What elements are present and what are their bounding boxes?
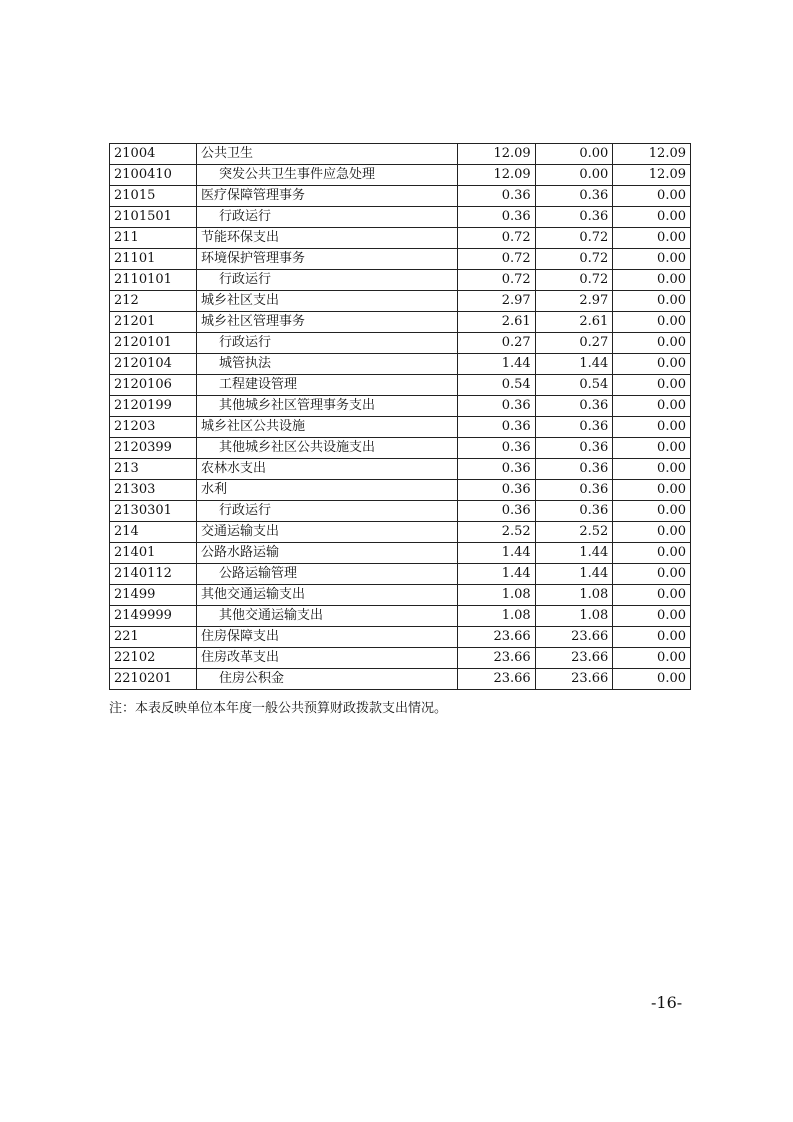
table-row xyxy=(110,186,691,207)
code-cell: 21201 xyxy=(110,312,197,333)
project-cell: 0.00 xyxy=(613,396,691,417)
code-cell: 221 xyxy=(110,627,197,648)
basic-cell: 0.36 xyxy=(535,186,613,207)
project-cell: 12.09 xyxy=(613,144,691,165)
project-cell: 0.00 xyxy=(613,585,691,606)
code-cell: 21401 xyxy=(110,543,197,564)
table-row xyxy=(110,585,691,606)
table-row xyxy=(110,543,691,564)
code-cell: 21004 xyxy=(110,144,197,165)
name-cell: 水利 xyxy=(197,480,458,501)
table-row xyxy=(110,312,691,333)
basic-cell: 23.66 xyxy=(535,669,613,690)
code-cell: 21101 xyxy=(110,249,197,270)
name-cell: 行政运行 xyxy=(197,270,458,291)
basic-cell: 23.66 xyxy=(535,648,613,669)
table-row xyxy=(110,375,691,396)
project-cell: 0.00 xyxy=(613,270,691,291)
basic-cell: 0.54 xyxy=(535,375,613,396)
project-cell: 0.00 xyxy=(613,501,691,522)
basic-cell: 0.72 xyxy=(535,270,613,291)
table-row xyxy=(110,396,691,417)
table-row xyxy=(110,165,691,186)
basic-cell: 0.00 xyxy=(535,144,613,165)
table-row xyxy=(110,606,691,627)
name-cell: 公路运输管理 xyxy=(197,564,458,585)
basic-cell: 1.44 xyxy=(535,354,613,375)
basic-cell: 0.72 xyxy=(535,249,613,270)
basic-cell: 0.36 xyxy=(535,501,613,522)
basic-cell: 0.36 xyxy=(535,480,613,501)
total-cell: 1.08 xyxy=(458,585,536,606)
code-cell: 2120199 xyxy=(110,396,197,417)
project-cell: 0.00 xyxy=(613,669,691,690)
code-cell: 2100410 xyxy=(110,165,197,186)
code-cell: 2140112 xyxy=(110,564,197,585)
code-cell: 21015 xyxy=(110,186,197,207)
code-cell: 2149999 xyxy=(110,606,197,627)
code-cell: 2130301 xyxy=(110,501,197,522)
total-cell: 2.97 xyxy=(458,291,536,312)
code-cell: 2101501 xyxy=(110,207,197,228)
name-cell: 行政运行 xyxy=(197,333,458,354)
project-cell: 0.00 xyxy=(613,522,691,543)
project-cell: 0.00 xyxy=(613,648,691,669)
basic-cell: 0.00 xyxy=(535,165,613,186)
name-cell: 城乡社区公共设施 xyxy=(197,417,458,438)
table-row xyxy=(110,648,691,669)
table-body xyxy=(110,144,691,690)
project-cell: 0.00 xyxy=(613,312,691,333)
table-row xyxy=(110,438,691,459)
code-cell: 21303 xyxy=(110,480,197,501)
project-cell: 0.00 xyxy=(613,543,691,564)
name-cell: 城管执法 xyxy=(197,354,458,375)
basic-cell: 0.36 xyxy=(535,207,613,228)
code-cell: 2120106 xyxy=(110,375,197,396)
name-cell: 工程建设管理 xyxy=(197,375,458,396)
code-cell: 213 xyxy=(110,459,197,480)
basic-cell: 2.61 xyxy=(535,312,613,333)
name-cell: 医疗保障管理事务 xyxy=(197,186,458,207)
code-cell: 2120104 xyxy=(110,354,197,375)
name-cell: 行政运行 xyxy=(197,501,458,522)
basic-cell: 1.08 xyxy=(535,585,613,606)
project-cell: 0.00 xyxy=(613,459,691,480)
total-cell: 0.27 xyxy=(458,333,536,354)
project-cell: 0.00 xyxy=(613,438,691,459)
name-cell: 公路水路运输 xyxy=(197,543,458,564)
basic-cell: 0.36 xyxy=(535,396,613,417)
project-cell: 0.00 xyxy=(613,375,691,396)
total-cell: 12.09 xyxy=(458,165,536,186)
total-cell: 23.66 xyxy=(458,648,536,669)
name-cell: 交通运输支出 xyxy=(197,522,458,543)
table-row xyxy=(110,207,691,228)
total-cell: 1.08 xyxy=(458,606,536,627)
total-cell: 0.36 xyxy=(458,459,536,480)
name-cell: 其他城乡社区管理事务支出 xyxy=(197,396,458,417)
code-cell: 22102 xyxy=(110,648,197,669)
name-cell: 突发公共卫生事件应急处理 xyxy=(197,165,458,186)
table-row xyxy=(110,333,691,354)
table-note: 注：本表反映单位本年度一般公共预算财政拨款支出情况。 xyxy=(109,701,448,716)
basic-cell: 0.72 xyxy=(535,228,613,249)
project-cell: 0.00 xyxy=(613,417,691,438)
total-cell: 0.54 xyxy=(458,375,536,396)
table-row xyxy=(110,354,691,375)
budget-table xyxy=(109,143,691,690)
basic-cell: 23.66 xyxy=(535,627,613,648)
total-cell: 0.72 xyxy=(458,270,536,291)
basic-cell: 2.97 xyxy=(535,291,613,312)
code-cell: 2120399 xyxy=(110,438,197,459)
project-cell: 0.00 xyxy=(613,207,691,228)
name-cell: 公共卫生 xyxy=(197,144,458,165)
name-cell: 环境保护管理事务 xyxy=(197,249,458,270)
name-cell: 其他交通运输支出 xyxy=(197,606,458,627)
total-cell: 0.72 xyxy=(458,228,536,249)
total-cell: 0.36 xyxy=(458,438,536,459)
code-cell: 214 xyxy=(110,522,197,543)
project-cell: 0.00 xyxy=(613,606,691,627)
total-cell: 23.66 xyxy=(458,627,536,648)
code-cell: 211 xyxy=(110,228,197,249)
total-cell: 0.36 xyxy=(458,186,536,207)
total-cell: 2.52 xyxy=(458,522,536,543)
table-row xyxy=(110,249,691,270)
total-cell: 0.36 xyxy=(458,207,536,228)
basic-cell: 0.36 xyxy=(535,459,613,480)
name-cell: 行政运行 xyxy=(197,207,458,228)
total-cell: 2.61 xyxy=(458,312,536,333)
code-cell: 21499 xyxy=(110,585,197,606)
project-cell: 0.00 xyxy=(613,627,691,648)
total-cell: 0.36 xyxy=(458,396,536,417)
total-cell: 0.36 xyxy=(458,480,536,501)
basic-cell: 0.36 xyxy=(535,438,613,459)
name-cell: 住房改革支出 xyxy=(197,648,458,669)
table-row xyxy=(110,669,691,690)
table-row xyxy=(110,417,691,438)
name-cell: 城乡社区管理事务 xyxy=(197,312,458,333)
code-cell: 2110101 xyxy=(110,270,197,291)
basic-cell: 1.44 xyxy=(535,543,613,564)
page-number: -16- xyxy=(651,993,683,1012)
name-cell: 其他交通运输支出 xyxy=(197,585,458,606)
table-row xyxy=(110,480,691,501)
project-cell: 0.00 xyxy=(613,564,691,585)
table-row xyxy=(110,522,691,543)
project-cell: 0.00 xyxy=(613,249,691,270)
table-row xyxy=(110,459,691,480)
basic-cell: 1.44 xyxy=(535,564,613,585)
code-cell: 212 xyxy=(110,291,197,312)
basic-cell: 0.36 xyxy=(535,417,613,438)
total-cell: 1.44 xyxy=(458,543,536,564)
total-cell: 12.09 xyxy=(458,144,536,165)
name-cell: 住房保障支出 xyxy=(197,627,458,648)
total-cell: 0.72 xyxy=(458,249,536,270)
table-row xyxy=(110,291,691,312)
basic-cell: 0.27 xyxy=(535,333,613,354)
total-cell: 0.36 xyxy=(458,501,536,522)
table-row xyxy=(110,627,691,648)
name-cell: 农林水支出 xyxy=(197,459,458,480)
table-row xyxy=(110,270,691,291)
basic-cell: 2.52 xyxy=(535,522,613,543)
total-cell: 1.44 xyxy=(458,354,536,375)
table-row xyxy=(110,144,691,165)
table-row xyxy=(110,564,691,585)
code-cell: 2120101 xyxy=(110,333,197,354)
project-cell: 0.00 xyxy=(613,480,691,501)
project-cell: 0.00 xyxy=(613,354,691,375)
project-cell: 0.00 xyxy=(613,186,691,207)
project-cell: 0.00 xyxy=(613,228,691,249)
project-cell: 12.09 xyxy=(613,165,691,186)
code-cell: 21203 xyxy=(110,417,197,438)
table-row xyxy=(110,228,691,249)
code-cell: 2210201 xyxy=(110,669,197,690)
project-cell: 0.00 xyxy=(613,333,691,354)
name-cell: 其他城乡社区公共设施支出 xyxy=(197,438,458,459)
basic-cell: 1.08 xyxy=(535,606,613,627)
name-cell: 节能环保支出 xyxy=(197,228,458,249)
name-cell: 住房公积金 xyxy=(197,669,458,690)
total-cell: 23.66 xyxy=(458,669,536,690)
total-cell: 1.44 xyxy=(458,564,536,585)
total-cell: 0.36 xyxy=(458,417,536,438)
name-cell: 城乡社区支出 xyxy=(197,291,458,312)
project-cell: 0.00 xyxy=(613,291,691,312)
table-row xyxy=(110,501,691,522)
